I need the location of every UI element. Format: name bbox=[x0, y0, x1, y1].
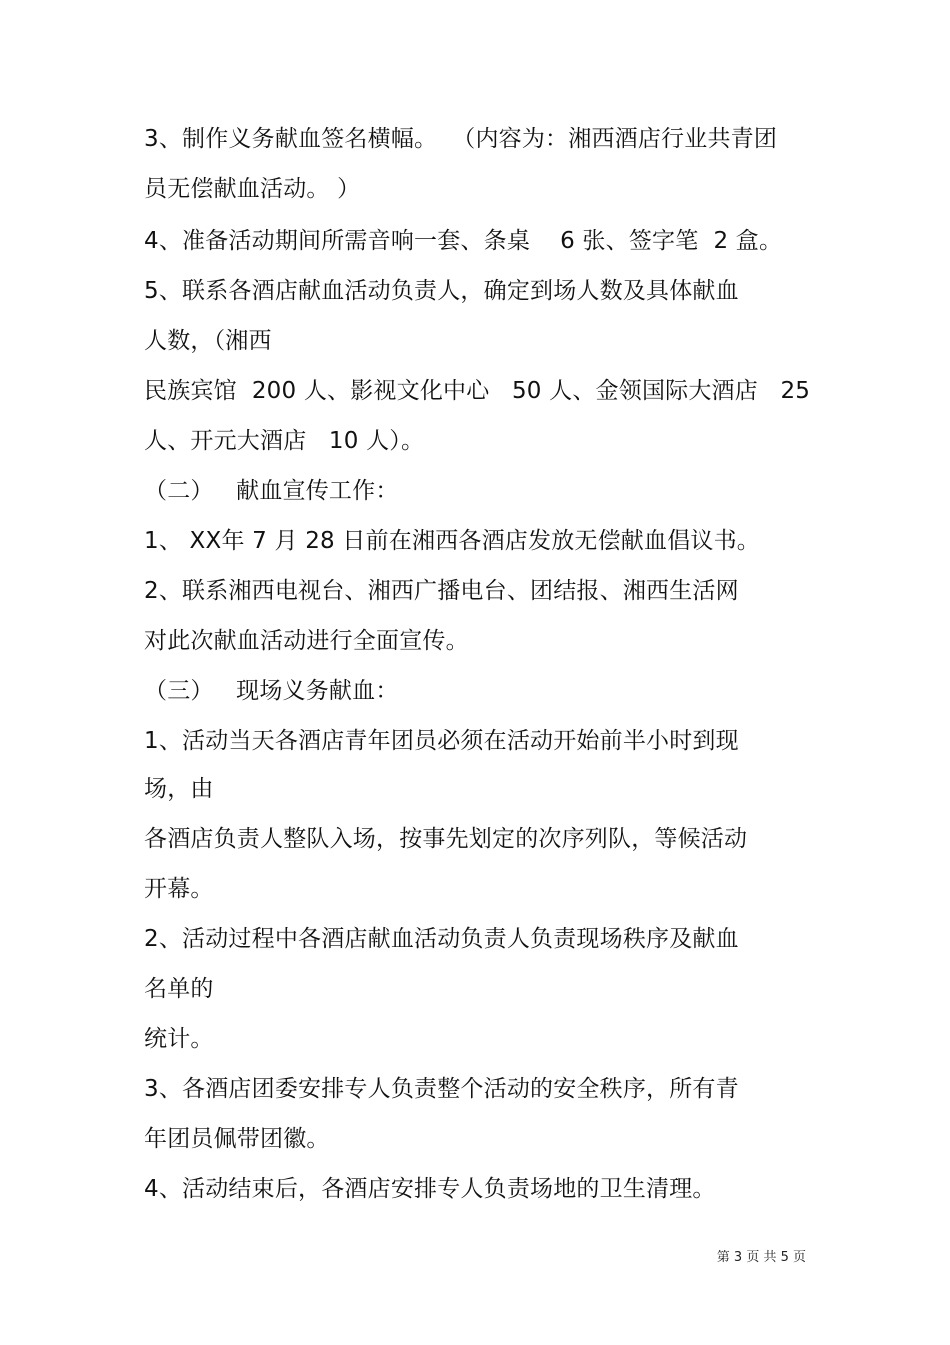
section-heading: （三） 现场义务献血： bbox=[144, 678, 399, 704]
text-line: 人数，（湘西 bbox=[144, 328, 272, 354]
text-line: 1、 XX年 7 月 28 日前在湘西各酒店发放无偿献血倡议书。 bbox=[144, 528, 761, 554]
text-line: 3、各酒店团委安排专人负责整个活动的安全秩序，所有青 bbox=[144, 1076, 739, 1102]
section-heading: （二） 献血宣传工作： bbox=[144, 478, 399, 504]
text-line: 4、活动结束后，各酒店安排专人负责场地的卫生清理。 bbox=[144, 1176, 716, 1202]
text-line: 2、联系湘西电视台、湘西广播电台、团结报、湘西生活网 bbox=[144, 578, 739, 604]
text-line: 1、活动当天各酒店青年团员必须在活动开始前半小时到现 bbox=[144, 728, 739, 754]
text-line: 年团员佩带团徽。 bbox=[144, 1126, 330, 1152]
text-line: 人、开元大酒店 10 人）。 bbox=[144, 428, 425, 454]
text-line: 场，由 bbox=[144, 776, 214, 802]
page-number-footer: 第 3 页 共 5 页 bbox=[716, 1250, 806, 1265]
text-line: 2、活动过程中各酒店献血活动负责人负责现场秩序及献血 bbox=[144, 926, 739, 952]
text-line: 对此次献血活动进行全面宣传。 bbox=[144, 628, 469, 654]
text-line: 3、制作义务献血签名横幅。 （内容为：湘西酒店行业共青团 bbox=[144, 126, 778, 152]
text-line: 统计。 bbox=[144, 1026, 214, 1052]
text-line: 名单的 bbox=[144, 976, 214, 1002]
text-line: 5、联系各酒店献血活动负责人，确定到场人数及具体献血 bbox=[144, 278, 739, 304]
text-line: 员无偿献血活动。 ） bbox=[144, 176, 361, 202]
text-line: 民族宾馆 200 人、影视文化中心 50 人、金领国际大酒店 25 bbox=[144, 378, 811, 404]
text-line: 4、准备活动期间所需音响一套、条桌 6 张、签字笔 2 盒。 bbox=[144, 228, 783, 254]
text-line: 开幕。 bbox=[144, 876, 214, 902]
text-line: 各酒店负责人整队入场，按事先划定的次序列队，等候活动 bbox=[144, 826, 748, 852]
